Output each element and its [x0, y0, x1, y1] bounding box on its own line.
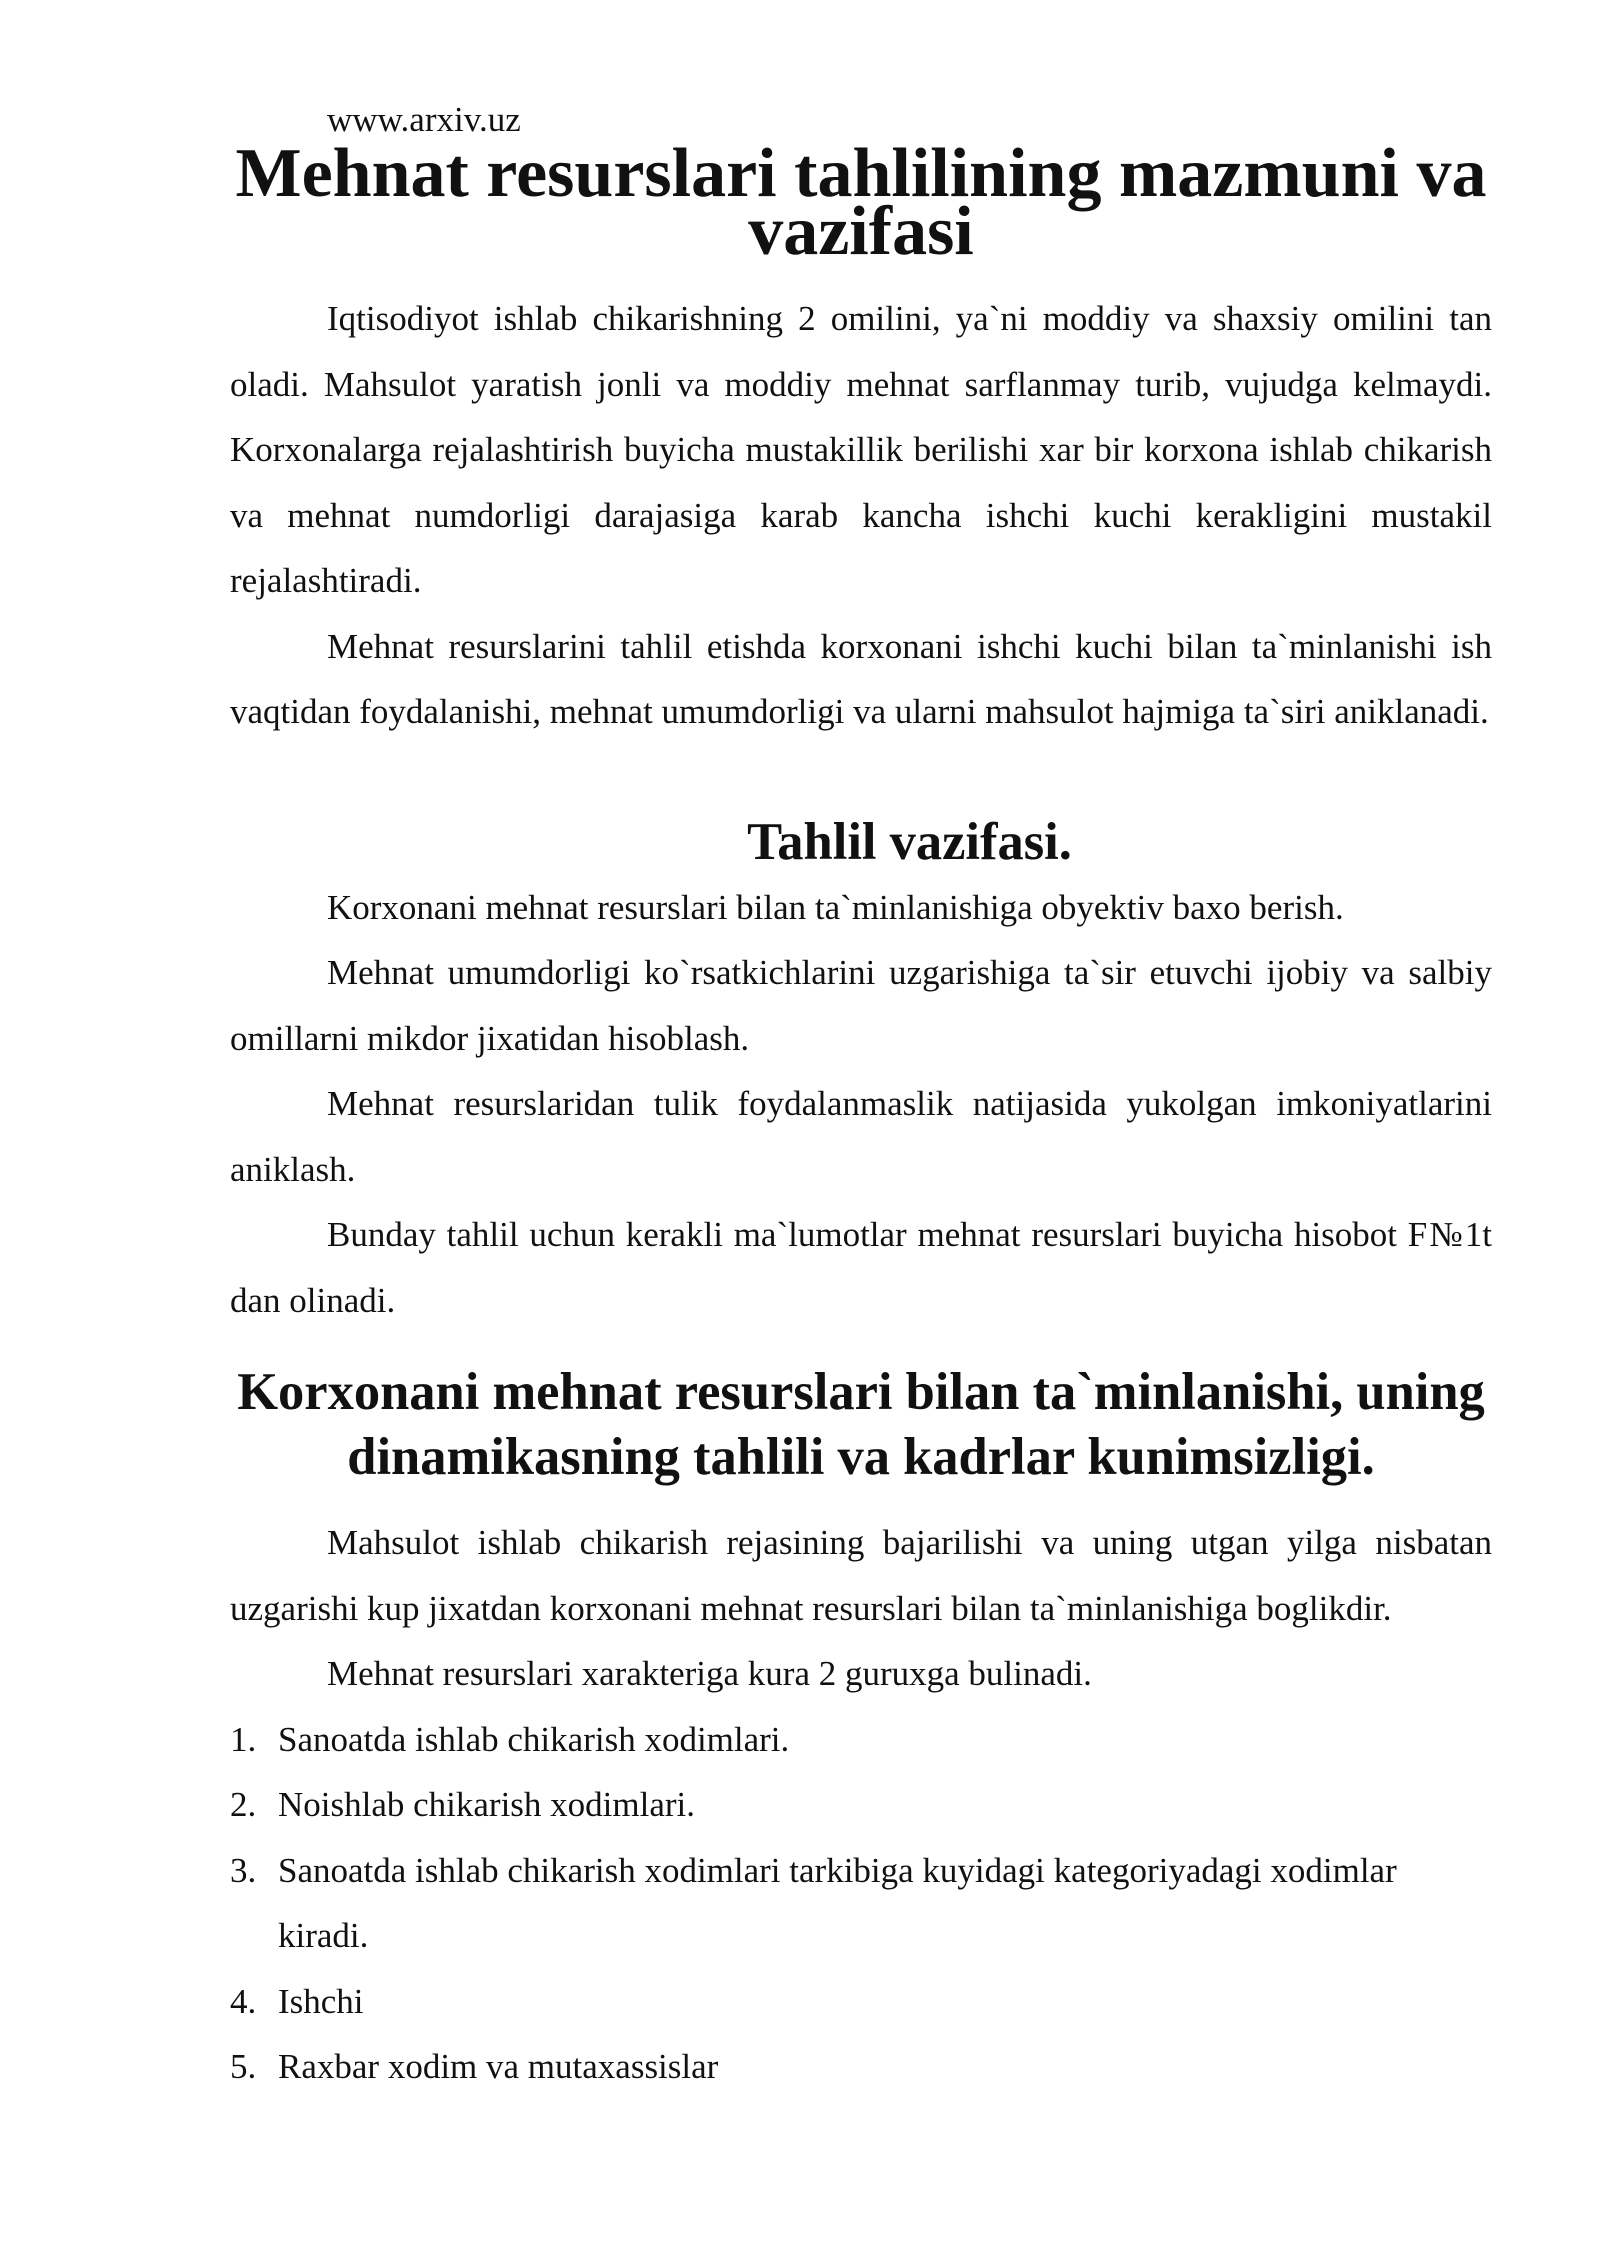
task-paragraph: Mehnat umumdorligi ko`rsatkichlarini uzgarishiga ta`sir etuvchi ijobiy va salbiy omillarni mikdor jixatidan hisoblash. — [230, 953, 1492, 1058]
intro-paragraph: Mehnat resurslarini tahlil etishda korxonani ishchi kuchi bilan ta`minlanishi ish vaqtidan foydalanishi, mehnat umumdorligi va ularni mahsulot hajmiga ta`siri aniklanadi. — [230, 626, 1492, 731]
supply-paragraph: Mahsulot ishlab chikarish rejasining bajarilishi va uning utgan yilga nisbatan uzgarishi kup jixatdan korxonani mehnat resurslari bilan ta`minlanishiga boglikdir. — [230, 1523, 1492, 1628]
worker-category-list — [230, 1707, 1492, 2100]
section-spacer — [230, 745, 1492, 810]
supply-paragraph: Mehnat resurslari xarakteriga kura 2 guruxga bulinadi. — [327, 1654, 1092, 1693]
supply-section-heading: Korxonani mehnat resurslari bilan ta`minlanishi, uning dinamikasning tahlili va kadrlar kunimsizligi. — [237, 1363, 1485, 1486]
list-item-number: 4. — [230, 1981, 257, 2021]
list-item-number: 2. — [230, 1785, 257, 1824]
list-item-number: 3. — [230, 1850, 257, 1890]
list-item — [230, 1772, 1492, 1838]
task-paragraph: Mehnat resurslaridan tulik foydalanmaslik natijasida yukolgan imkoniyatlarini aniklash. — [230, 1084, 1492, 1189]
list-item-text: Noishlab chikarish xodimlari. — [278, 1785, 696, 1824]
document-title: Mehnat resurslari tahlilining mazmuni va vazifasi — [235, 135, 1487, 270]
list-item — [230, 1838, 1492, 1969]
site-url[interactable]: www.arxiv.uz — [327, 100, 521, 139]
list-item-text: Sanoatda ishlab chikarish xodimlari tarkibiga kuyidagi kategoriyadagi xodimlar kiradi. — [278, 1850, 1397, 1955]
task-section-heading: Tahlil vazifasi. — [747, 812, 1072, 871]
list-item-number: 1. — [230, 1719, 257, 1759]
list-item-text: Sanoatda ishlab chikarish xodimlari. — [278, 1719, 790, 1759]
list-item — [230, 2034, 1492, 2100]
intro-paragraph: Iqtisodiyot ishlab chikarishning 2 omilini, ya`ni moddiy va shaxsiy omilini tan oladi. Mahsulot yaratish jonli va moddiy mehnat sarflanmay turib, vujudga kelmaydi. Korxonalarga rejalashtirish buyicha mustakillik berilishi xar bir korxona ishlab chikarish va mehnat numdorligi darajasiga karab kancha ishchi kuchi kerakligini mustakil rejalashtiradi. — [230, 299, 1492, 600]
list-item-number: 5. — [230, 2047, 257, 2086]
list-item — [230, 1969, 1492, 2035]
document-body — [230, 95, 1492, 2100]
task-paragraph: Bunday tahlil uchun kerakli ma`lumotlar mehnat resurslari buyicha hisobot F№1t dan olinadi. — [230, 1215, 1492, 1320]
list-item — [230, 1707, 1492, 1773]
task-paragraph: Korxonani mehnat resurslari bilan ta`minlanishiga obyektiv baxo berish. — [327, 887, 1344, 927]
list-item-text: Raxbar xodim va mutaxassislar — [278, 2047, 719, 2086]
list-item-text: Ishchi — [278, 1981, 364, 2021]
